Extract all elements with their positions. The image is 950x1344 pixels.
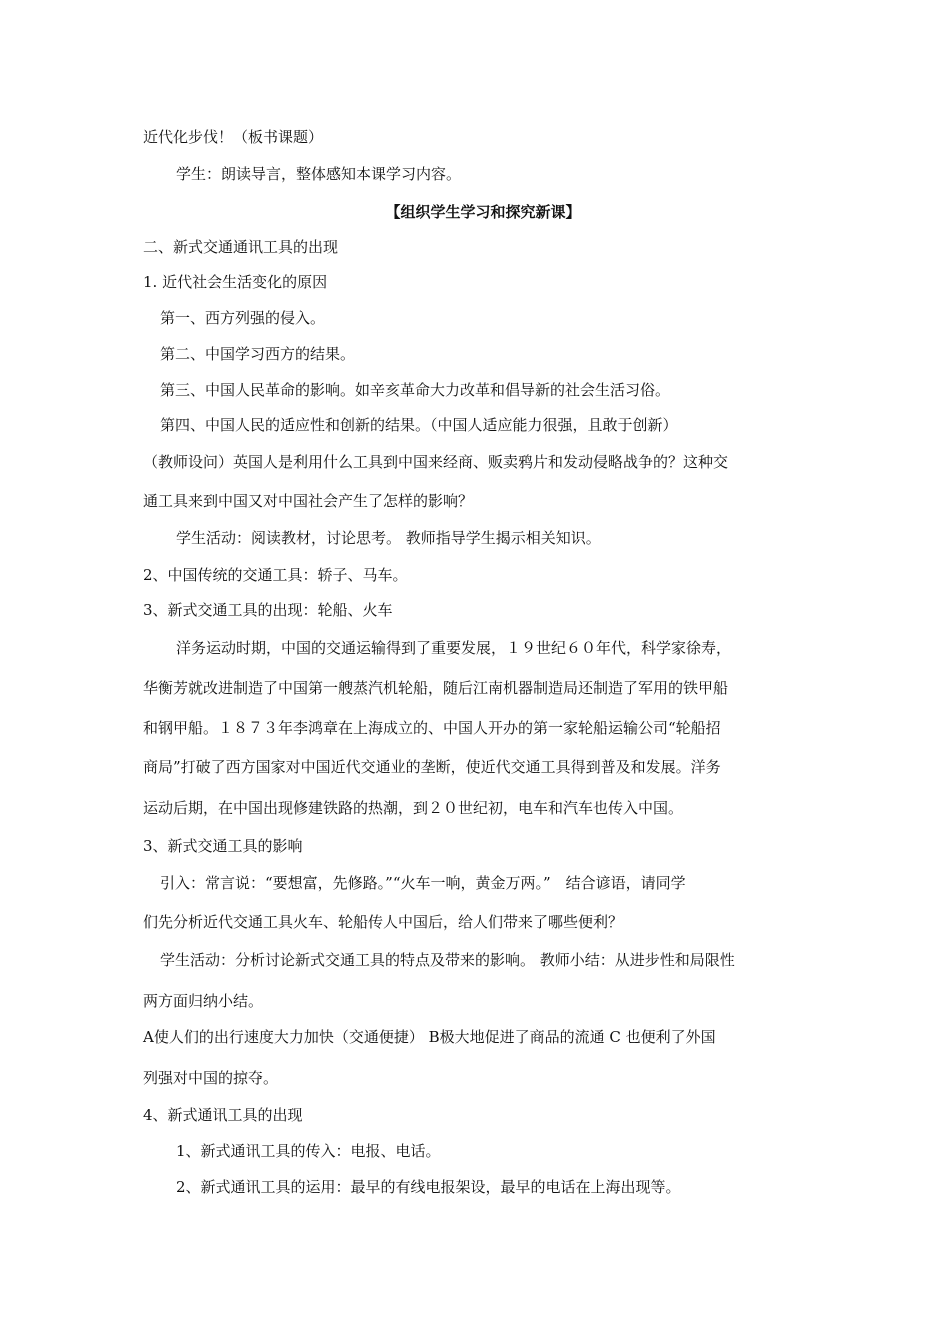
text-line: 通工具来到中国又对中国社会产生了怎样的影响？ [143, 492, 474, 510]
text-line: 洋务运动时期，中国的交通运输得到了重要发展，１９世纪６０年代，科学家徐寿， [176, 639, 732, 657]
text-line: 1、新式通讯工具的传入：电报、电话。 [176, 1142, 441, 1160]
text-line: （教师设问）英国人是利用什么工具到中国来经商、贩卖鸦片和发动侵略战争的？这种交 [143, 453, 729, 471]
text-line: 们先分析近代交通工具火车、轮船传人中国后，给人们带来了哪些便利？ [143, 913, 624, 931]
text-line: 1. 近代社会生活变化的原因 [143, 273, 328, 291]
text-line: 列强对中国的掠夺。 [143, 1069, 279, 1087]
section-heading: 【组织学生学习和探究新课】 [385, 203, 581, 221]
text-line: 华衡芳就改进制造了中国第一艘蒸汽机轮船，随后江南机器制造局还制造了军用的铁甲船 [143, 679, 729, 697]
text-line: 商局”打破了西方国家对中国近代交通业的垄断，使近代交通工具得到普及和发展。洋务 [143, 758, 721, 776]
text-line: 4、新式通讯工具的出现 [143, 1106, 303, 1124]
text-line: 学生：朗读导言，整体感知本课学习内容。 [176, 165, 462, 183]
text-line: 3、新式交通工具的出现：轮船、火车 [143, 601, 393, 619]
text-line: 第四、中国人民的适应性和创新的结果。（中国人适应能力很强，且敢于创新） [160, 416, 678, 434]
text-line: A使人们的出行速度大力加快（交通便捷） B极大地促进了商品的流通 C 也便利了外国 [143, 1028, 716, 1046]
text-line: 第三、中国人民革命的影响。如辛亥革命大力改革和倡导新的社会生活习俗。 [160, 381, 671, 399]
text-line: 学生活动：分析讨论新式交通工具的特点及带来的影响。 教师小结：从进步性和局限性 [160, 951, 735, 969]
text-line: 学生活动：阅读教材，讨论思考。 教师指导学生揭示相关知识。 [176, 529, 601, 547]
text-line: 二、新式交通通讯工具的出现 [143, 238, 339, 256]
text-line: 引入：常言说：“要想富，先修路。”“火车一响，黄金万两。” 结合谚语，请同学 [160, 874, 686, 892]
text-line: 第二、中国学习西方的结果。 [160, 345, 356, 363]
text-line: 运动后期，在中国出现修建铁路的热潮，到２０世纪初，电车和汽车也传入中国。 [143, 799, 684, 817]
text-line: 第一、西方列强的侵入。 [160, 309, 326, 327]
text-line: 两方面归纳小结。 [143, 992, 264, 1010]
text-line: 2、中国传统的交通工具：轿子、马车。 [143, 566, 408, 584]
text-line: 2、新式通讯工具的运用：最早的有线电报架设，最早的电话在上海出现等。 [176, 1178, 681, 1196]
text-line: 3、新式交通工具的影响 [143, 837, 303, 855]
text-line: 近代化步伐！（板书课题） [143, 128, 324, 146]
text-line: 和钢甲船。１８７３年李鸿章在上海成立的、中国人开办的第一家轮船运输公司“轮船招 [143, 719, 721, 737]
